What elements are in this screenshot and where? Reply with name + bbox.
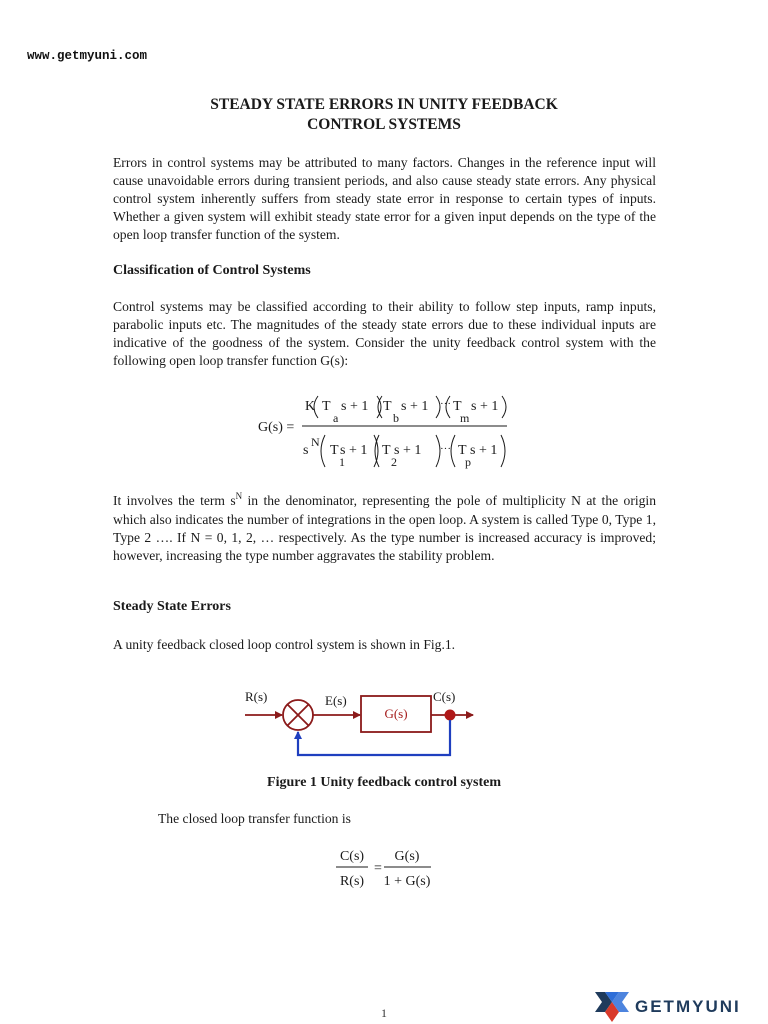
closed-loop-transfer-function <box>330 840 440 892</box>
open-loop-transfer-function-equation <box>250 388 520 474</box>
page-number: 1 <box>381 1006 387 1020</box>
closed-loop-text: The closed loop transfer function is <box>158 811 351 826</box>
den-dots: ··· <box>440 443 451 455</box>
den-s: s <box>303 443 309 458</box>
den-power-n: N <box>311 435 320 449</box>
site-url: www.getmyuni.com <box>27 49 148 63</box>
logo-wordmark: GETMYUNI <box>635 997 741 1016</box>
intro-paragraph: Errors in control systems may be attributed to many factors. Changes in the reference input will cause unavoidable errors during transient periods, and also cause steady state errors. Any physical control system inherently suffers from steady state error in response to certain types of inputs. Whether a given system will exhibit steady state error for a given input depends on the type of the open loop transfer function of the system. <box>113 155 656 243</box>
den-sub-2: 2 <box>391 455 397 469</box>
classification-paragraph: Control systems may be classified according to their ability to follow step inputs, ramp inputs, parabolic inputs etc. The magnitudes of the steady state errors due to these individual inputs are indicative of the goodness of the system. Consider the unity feedback control system with the following open loop transfer function G(s): <box>113 299 656 369</box>
figure-caption: Figure 1 Unity feedback control system <box>267 775 501 790</box>
paren <box>502 396 506 418</box>
num-dots: ··· <box>440 398 451 410</box>
rhs-denominator: 1 + G(s) <box>383 874 431 889</box>
num-factor-t: T <box>322 399 331 414</box>
gs-block-label: G(s) <box>384 706 408 721</box>
takeoff-node <box>445 710 456 721</box>
den-sub-p: p <box>465 455 471 469</box>
paren <box>321 435 325 467</box>
steady-state-paragraph: A unity feedback closed loop control system is shown in Fig.1. <box>113 637 456 652</box>
system-type-paragraph <box>113 492 656 565</box>
num-sub-b: b <box>393 411 399 425</box>
label-output-c: C(s) <box>433 689 456 704</box>
den-factor-t: T <box>458 443 467 458</box>
type-text-a: It involves the term s <box>113 493 236 508</box>
label-input-r: R(s) <box>245 689 268 704</box>
den-factor-s: s + 1 <box>394 443 422 458</box>
getmyuni-x-icon <box>595 992 629 1022</box>
num-factor-t: T <box>453 399 462 414</box>
den-sub-1: 1 <box>339 455 345 469</box>
equation-lhs: G(s) = <box>258 420 295 435</box>
paren <box>451 435 455 467</box>
unity-feedback-block-diagram <box>235 683 495 768</box>
title-line-2: CONTROL SYSTEMS <box>307 116 461 133</box>
den-factor-s: s + 1 <box>340 443 368 458</box>
section-heading-classification: Classification of Control Systems <box>113 263 311 278</box>
title-line-1: STEADY STATE ERRORS IN UNITY FEEDBACK <box>210 96 558 113</box>
section-heading-steady-state: Steady State Errors <box>113 599 231 614</box>
num-sub-m: m <box>460 411 470 425</box>
page-title <box>0 95 768 135</box>
label-error-e: E(s) <box>325 693 347 708</box>
paren <box>501 435 505 467</box>
type-text-b: in the denominator, representing the pole of multiplicity N at the origin which also indicates the number of integrations in the open loop. A system is called Type 0, Type 1, Type 2 …. If N = 0, 1, 2, … respectively. As the type number is increased accuracy is improved; however, increasing the type number aggravates the stability problem. <box>113 493 656 564</box>
den-factor-s: s + 1 <box>470 443 498 458</box>
num-factor-s: s + 1 <box>401 399 429 414</box>
equals-sign: = <box>374 861 382 876</box>
den-factor-t: T <box>382 443 391 458</box>
rhs-numerator: G(s) <box>394 849 420 864</box>
getmyuni-logo <box>593 988 743 1024</box>
gain-k: K <box>305 399 316 414</box>
num-factor-s: s + 1 <box>471 399 499 414</box>
superscript-n: N <box>235 491 243 501</box>
num-factor-s: s + 1 <box>341 399 369 414</box>
num-factor-t: T <box>383 399 392 414</box>
lhs-numerator: C(s) <box>339 849 365 864</box>
lhs-denominator: R(s) <box>339 874 365 889</box>
num-sub-a: a <box>333 411 339 425</box>
den-factor-t: T <box>330 443 339 458</box>
